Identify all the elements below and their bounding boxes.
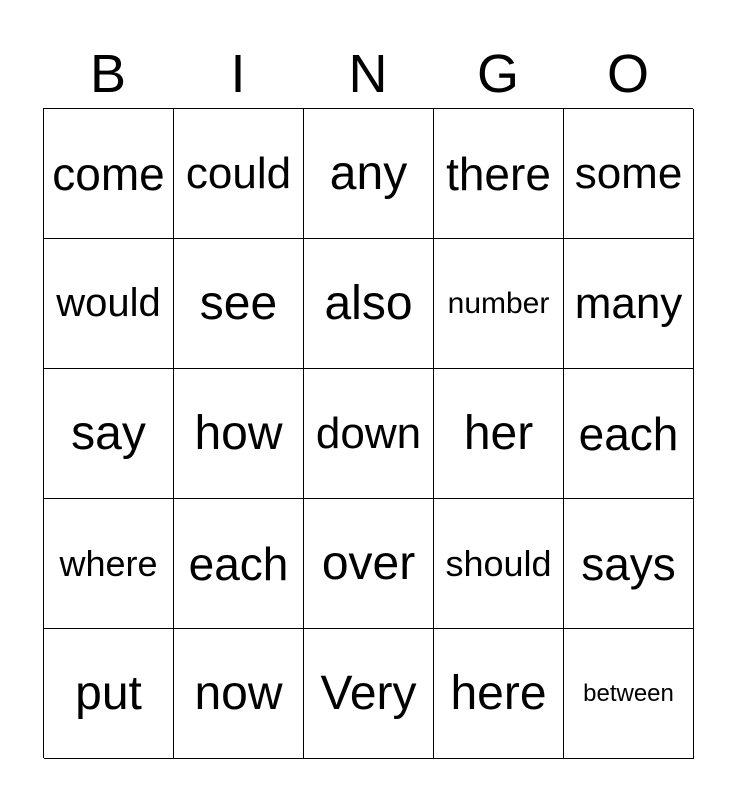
bingo-cell[interactable]: there (434, 109, 564, 239)
bingo-cell[interactable]: here (434, 629, 564, 759)
bingo-cell[interactable]: many (564, 239, 694, 369)
header-letter-o: O (606, 44, 649, 104)
bingo-cell[interactable]: how (174, 369, 304, 499)
bingo-cell[interactable]: her (434, 369, 564, 499)
bingo-cell[interactable]: each (174, 499, 304, 629)
bingo-board (43, 108, 693, 758)
header-letter-n: N (348, 44, 388, 104)
bingo-cell[interactable]: should (434, 499, 564, 629)
bingo-cell[interactable]: now (174, 629, 304, 759)
bingo-cell[interactable]: would (44, 239, 174, 369)
bingo-cell[interactable]: between (564, 629, 694, 759)
bingo-cell[interactable]: where (44, 499, 174, 629)
bingo-cell[interactable]: down (304, 369, 434, 499)
bingo-cell[interactable]: come (44, 109, 174, 239)
header-letter-b: B (89, 44, 127, 104)
bingo-cell[interactable]: could (174, 109, 304, 239)
bingo-cell[interactable]: Very (304, 629, 434, 759)
bingo-cell[interactable]: number (434, 239, 564, 369)
bingo-cell[interactable]: says (564, 499, 694, 629)
header-letter-i: I (230, 44, 246, 104)
bingo-cell[interactable]: also (304, 239, 434, 369)
bingo-cell[interactable]: see (174, 239, 304, 369)
bingo-cell[interactable]: some (564, 109, 694, 239)
bingo-cell[interactable]: say (44, 369, 174, 499)
bingo-cell[interactable]: any (304, 109, 434, 239)
bingo-header (43, 40, 693, 108)
bingo-cell[interactable]: over (304, 499, 434, 629)
bingo-cell[interactable]: each (564, 369, 694, 499)
bingo-cell[interactable]: put (44, 629, 174, 759)
header-letter-g: G (476, 44, 519, 104)
